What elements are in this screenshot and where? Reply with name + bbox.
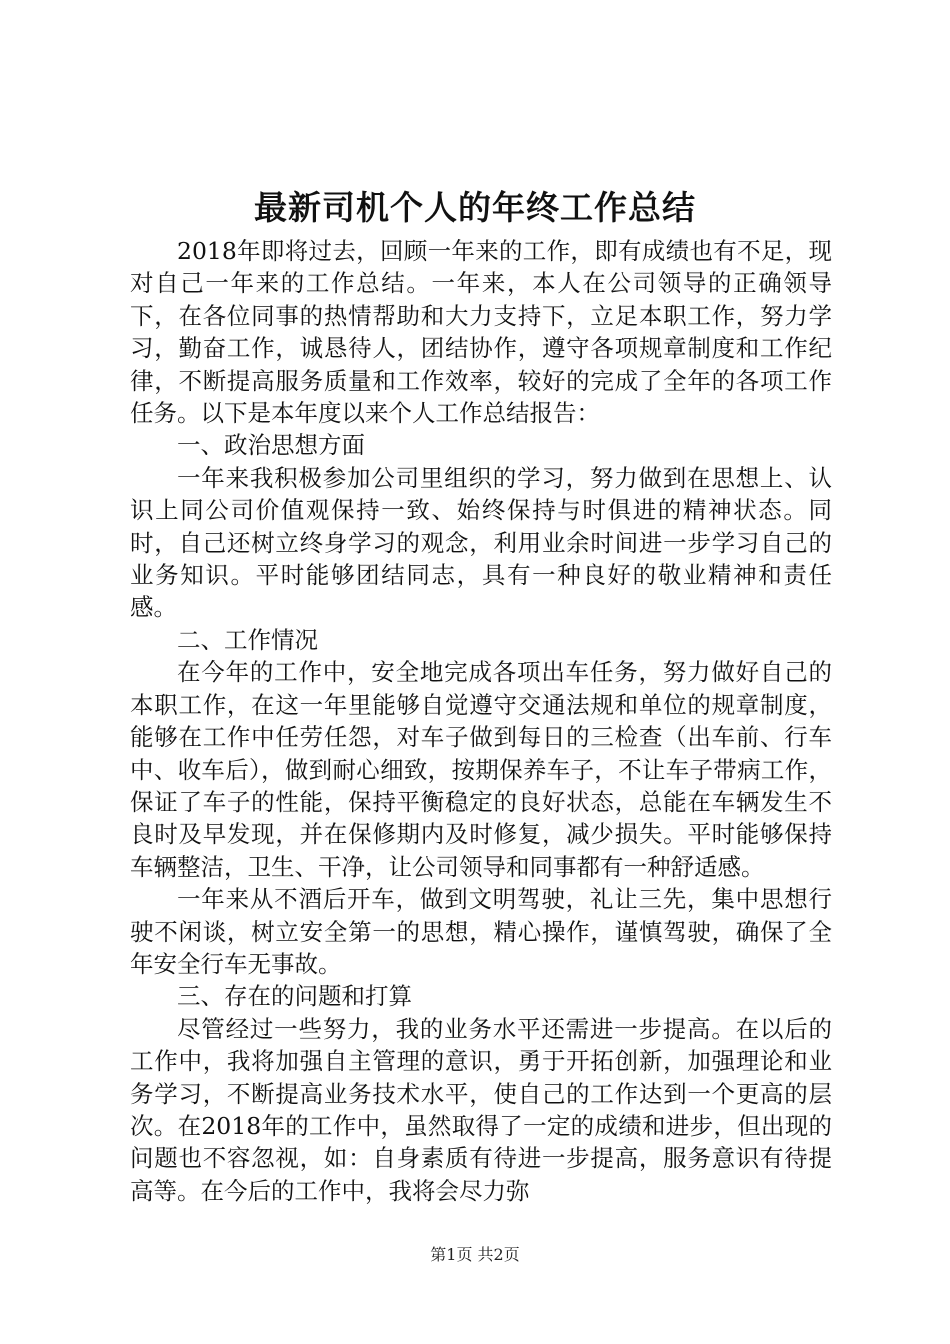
- section-heading-problems: 三、存在的问题和打算: [177, 982, 412, 1011]
- document-title: 最新司机个人的年终工作总结: [254, 188, 696, 227]
- paragraph-work: 在今年的工作中，安全地完成各项出车任务，努力做好自己的本职工作，在这一年里能够自觉遵守交通法规和单位的规章制度，能够在工作中任劳任怨，对车子做到每日的三检查（出车前、行车中、收车后），做到耐心细致，按期保养车子，不让车子带病工作，保证了车子的性能，保持平衡稳定的良好状态，总能在车辆发生不良时及早发现，并在保修期内及时修复，减少损失。平时能够保持车辆整洁，卫生、干净，让公司领导和同事都有一种舒适感。: [130, 658, 832, 881]
- section-heading-political: 一、政治思想方面: [177, 431, 365, 460]
- page-number-footer: 第1页 共2页: [430, 1245, 520, 1264]
- paragraph-political: 一年来我积极参加公司里组织的学习，努力做到在思想上、认识上同公司价值观保持一致、始终保持与时俱进的精神状态。同时，自己还树立终身学习的观念，利用业余时间进一步学习自己的业务知识。平时能够团结同志，具有一种良好的敬业精神和责任感。: [130, 463, 832, 622]
- paragraph-intro: 2018年即将过去，回顾一年来的工作，即有成绩也有不足，现对自己一年来的工作总结。一年来，本人在公司领导的正确领导下，在各位同事的热情帮助和大力支持下，立足本职工作，努力学习，勤奋工作，诚恳待人，团结协作，遵守各项规章制度和工作纪律，不断提高服务质量和工作效率，较好的完成了全年的各项工作任务。以下是本年度以来个人工作总结报告：: [130, 237, 832, 428]
- document-body: [130, 235, 832, 1207]
- paragraph-safety: 一年来从不酒后开车，做到文明驾驶，礼让三先，集中思想行驶不闲谈，树立安全第一的思想，精心操作，谨慎驾驶，确保了全年安全行车无事故。: [130, 885, 832, 978]
- paragraph-problems: 尽管经过一些努力，我的业务水平还需进一步提高。在以后的工作中，我将加强自主管理的意识，勇于开拓创新，加强理论和业务学习，不断提高业务技术水平，使自己的工作达到一个更高的层次。在2018年的工作中，虽然取得了一定的成绩和进步，但出现的问题也不容忽视，如：自身素质有待进一步提高，服务意识有待提高等。在今后的工作中，我将会尽力弥: [130, 1014, 832, 1205]
- section-heading-work: 二、工作情况: [177, 625, 318, 654]
